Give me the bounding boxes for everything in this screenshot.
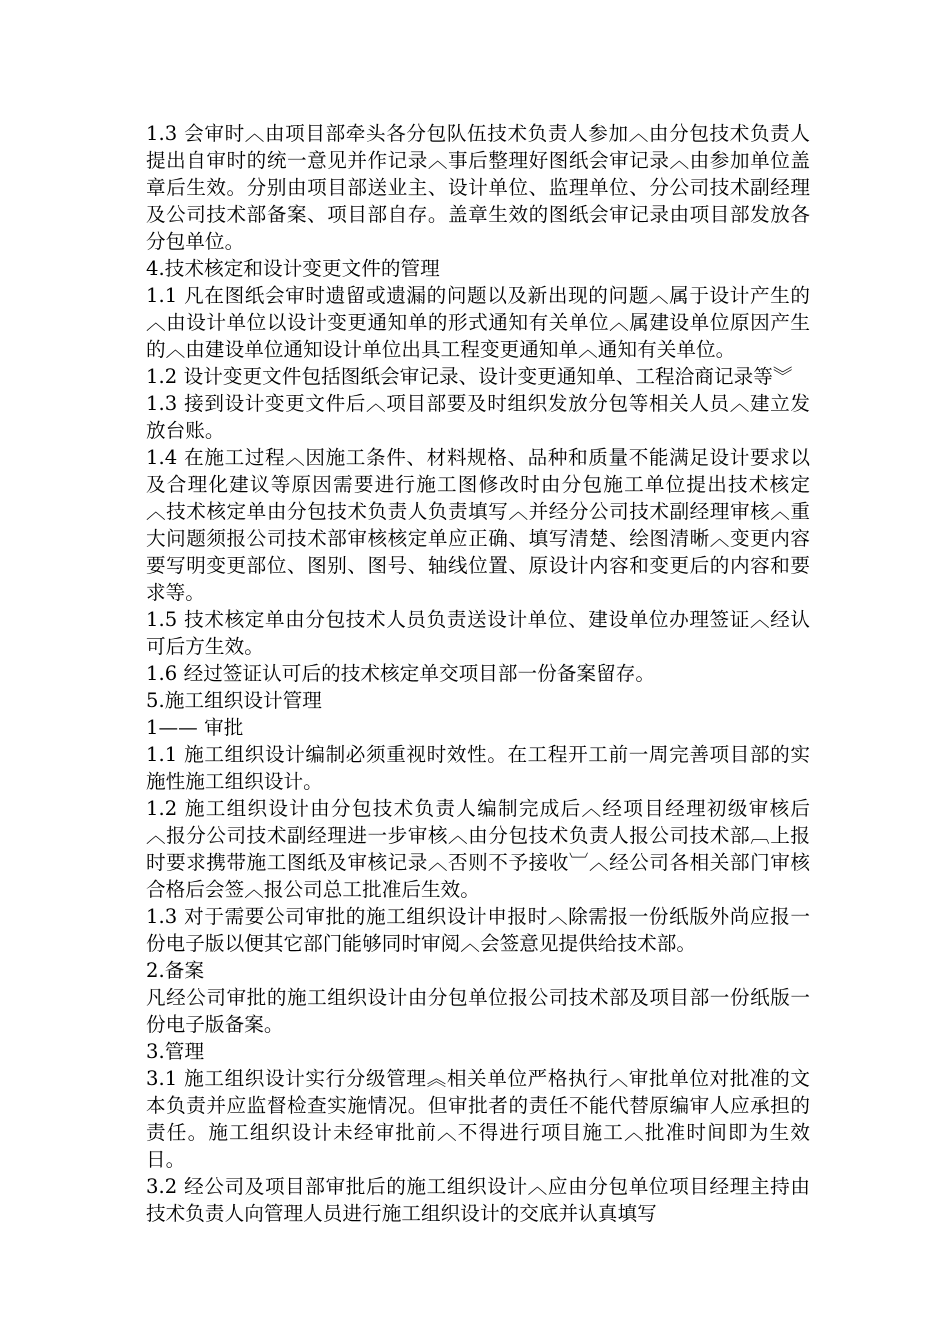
paragraph: 1.2 设计变更文件包括图纸会审记录、设计变更通知单、工程洽商记录等︾ — [146, 365, 793, 388]
subsection-heading: 2.备案 — [146, 959, 205, 982]
document-body — [146, 120, 810, 1227]
paragraph: 凡经公司审批的施工组织设计由分包单位报公司技术部及项目部一份纸版一份电子版备案。 — [146, 986, 810, 1036]
subsection-heading: 1—— 审批 — [146, 716, 244, 739]
paragraph: 1.3 接到设计变更文件后︿项目部要及时组织发放分包等相关人员︿建立发放台账。 — [146, 392, 810, 442]
paragraph: 1.2 施工组织设计由分包技术负责人编制完成后︿经项目经理初级审核后︿报分公司技术副经理进一步审核︿由分包技术负责人报公司技术部︹上报时要求携带施工图纸及审核记录︿否则不予接收︺︿经公司各相关部门审核合格后会签︿报公司总工批准后生效。 — [146, 797, 810, 901]
paragraph: 1.1 施工组织设计编制必须重视时效性。在工程开工前一周完善项目部的实施性施工组织设计。 — [146, 743, 810, 793]
paragraph: 1.5 技术核定单由分包技术人员负责送设计单位、建设单位办理签证︿经认可后方生效。 — [146, 608, 810, 658]
paragraph: 1.4 在施工过程︿因施工条件、材料规格、品种和质量不能满足设计要求以及合理化建议等原因需要进行施工图修改时由分包施工单位提出技术核定︿技术核定单由分包技术负责人负责填写︿并经分公司技术副经理审核︿重大问题须报公司技术部审核核定单应正确、填写清楚、绘图清晰︿变更内容要写明变更部位、图别、图号、轴线位置、原设计内容和变更后的内容和要求等。 — [146, 446, 810, 604]
section-heading: 4.技术核定和设计变更文件的管理 — [146, 257, 440, 280]
paragraph: 3.2 经公司及项目部审批后的施工组织设计︿应由分包单位项目经理主持由技术负责人向管理人员进行施工组织设计的交底并认真填写 — [146, 1175, 810, 1225]
subsection-heading: 3.管理 — [146, 1040, 205, 1063]
paragraph: 3.1 施工组织设计实行分级管理︽相关单位严格执行︿审批单位对批准的文本负责并应监督检查实施情况。但审批者的责任不能代替原编审人应承担的责任。施工组织设计未经审批前︿不得进行项目施工︿批准时间即为生效日。 — [146, 1067, 810, 1171]
paragraph: 1.6 经过签证认可后的技术核定单交项目部一份备案留存。 — [146, 662, 656, 685]
paragraph: 1.1 凡在图纸会审时遗留或遗漏的问题以及新出现的问题︿属于设计产生的︿由设计单位以设计变更通知单的形式通知有关单位︿属建设单位原因产生的︿由建设单位通知设计单位出具工程变更通知单︿通知有关单位。 — [146, 284, 810, 361]
section-heading: 5.施工组织设计管理 — [146, 689, 322, 712]
paragraph: 1.3 对于需要公司审批的施工组织设计申报时︿除需报一份纸版外尚应报一份电子版以便其它部门能够同时审阅︿会签意见提供给技术部。 — [146, 905, 810, 955]
paragraph: 1.3 会审时︿由项目部牵头各分包队伍技术负责人参加︿由分包技术负责人提出自审时的统一意见并作记录︿事后整理好图纸会审记录︿由参加单位盖章后生效。分别由项目部送业主、设计单位、监理单位、分公司技术副经理及公司技术部备案、项目部自存。盖章生效的图纸会审记录由项目部发放各分包单位。 — [146, 122, 810, 253]
